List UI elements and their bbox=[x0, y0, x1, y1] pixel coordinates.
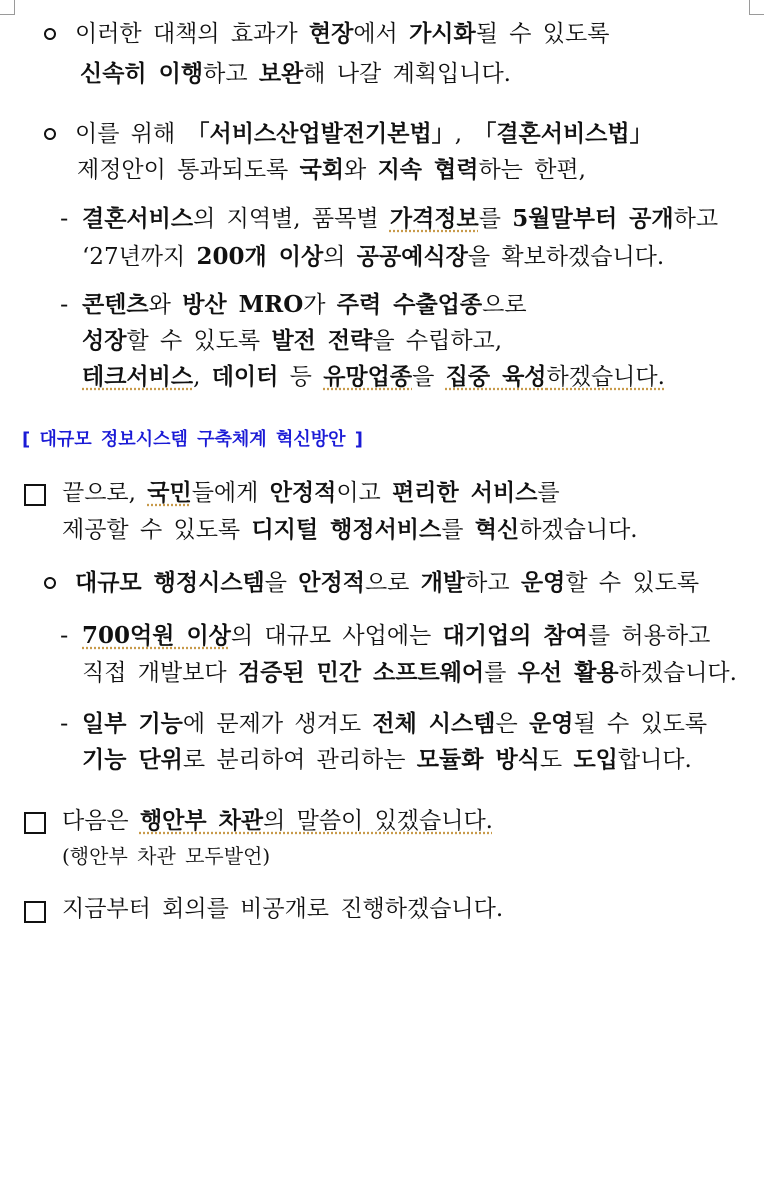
paragraph-line bbox=[62, 893, 503, 925]
text-run: 국회 bbox=[299, 156, 345, 183]
text-run: 으로 bbox=[482, 292, 527, 318]
text-run: 대기업의 참여 bbox=[442, 622, 588, 649]
text-run: 하겠습니다. bbox=[519, 517, 638, 543]
text-run: 해 나갈 계획입니다. bbox=[303, 61, 511, 87]
text-run: 지속 협력 bbox=[377, 156, 479, 183]
text-run: 테크서비스 bbox=[82, 363, 194, 390]
text-run: 의 bbox=[323, 244, 357, 270]
text-run: 디지털 행정서비스 bbox=[251, 516, 442, 543]
text-run: 대규모 행정시스템 bbox=[75, 569, 265, 596]
text-run: 안정적 bbox=[269, 479, 337, 506]
circle-bullet bbox=[44, 577, 56, 589]
dash-bullet: - bbox=[60, 292, 69, 318]
paragraph-line bbox=[82, 620, 710, 652]
text-run: 집중 육성 bbox=[445, 363, 547, 390]
text-run: 결혼서비스 bbox=[82, 205, 194, 232]
text-run: 「서비스산업발전기본법」 bbox=[186, 120, 455, 147]
text-run: 가격정보 bbox=[389, 205, 479, 232]
text-run: 우선 활용 bbox=[517, 659, 619, 686]
text-run: 와 bbox=[344, 157, 378, 183]
text-run: 할 수 있도록 bbox=[126, 328, 272, 354]
text-run: 행안부 차관 bbox=[139, 807, 264, 834]
text-run: 성장 bbox=[82, 327, 127, 354]
paragraph-line bbox=[62, 805, 493, 837]
text-run: 의 말씀이 있겠습니다. bbox=[263, 808, 493, 834]
paragraph-line bbox=[62, 514, 638, 546]
text-run: 하겠습니다. bbox=[618, 660, 737, 686]
box-bullet bbox=[24, 812, 46, 834]
text-run: 5월말부터 공개 bbox=[512, 205, 674, 232]
text-run: 끝으로, bbox=[62, 480, 148, 506]
paragraph-line bbox=[82, 203, 718, 235]
text-run: 공공예식장 bbox=[356, 243, 468, 270]
paragraph-line bbox=[75, 567, 699, 599]
text-run: , bbox=[454, 121, 474, 147]
text-run: 도 bbox=[539, 747, 574, 773]
text-run: 도입 bbox=[573, 746, 618, 773]
text-run: ‘27년까지 bbox=[82, 244, 197, 270]
box-bullet bbox=[24, 484, 46, 506]
text-run: 방산 MRO bbox=[182, 291, 304, 318]
circle-bullet bbox=[44, 128, 56, 140]
text-run: , bbox=[193, 364, 212, 390]
paragraph-line bbox=[82, 325, 502, 357]
text-run: 하고 bbox=[673, 206, 719, 232]
dash-bullet: - bbox=[60, 206, 69, 232]
text-run: 가시화 bbox=[409, 20, 476, 47]
text-run: 제정안이 통과되도록 bbox=[77, 157, 300, 183]
text-run: 로 분리하여 관리하는 bbox=[182, 747, 417, 773]
text-run: 안정적 bbox=[298, 569, 365, 596]
paragraph-line bbox=[62, 477, 560, 509]
circle-bullet bbox=[44, 28, 56, 40]
text-run: 를 허용하고 bbox=[587, 623, 711, 649]
text-run: 을 수립하고, bbox=[372, 328, 503, 354]
page-corner-mark-left bbox=[0, 0, 15, 15]
text-run: 700억원 이상 bbox=[82, 622, 231, 649]
section-heading: [ 대규모 정보시스템 구축체계 혁신방안 ] bbox=[22, 429, 363, 450]
text-run: 데이터 bbox=[211, 363, 279, 390]
speaker-note: (행안부 차관 모두발언) bbox=[62, 844, 271, 868]
text-run: 으로 bbox=[364, 570, 421, 596]
text-run: 에서 bbox=[353, 21, 410, 47]
text-run: 국민 bbox=[147, 479, 192, 506]
text-run: 하는 한편, bbox=[478, 157, 586, 183]
text-run: 할 수 있도록 bbox=[565, 570, 700, 596]
paragraph-line bbox=[75, 118, 653, 150]
text-run: 이를 위해 bbox=[75, 121, 187, 147]
text-run: 유망업종 bbox=[323, 363, 413, 390]
text-run: 이고 bbox=[336, 480, 393, 506]
text-run: 콘텐츠 bbox=[82, 291, 149, 318]
text-run: 합니다. bbox=[617, 747, 692, 773]
text-run: 의 대규모 사업에는 bbox=[230, 623, 443, 649]
text-run: 다음은 bbox=[62, 808, 140, 834]
text-run: 「결혼서비스법」 bbox=[473, 120, 653, 147]
paragraph-line bbox=[82, 744, 692, 776]
text-run: 을 bbox=[412, 364, 446, 390]
text-run: 하겠습니다. bbox=[546, 364, 665, 390]
text-run: 제공할 수 있도록 bbox=[62, 517, 252, 543]
dash-bullet: - bbox=[60, 711, 69, 737]
text-run: 편리한 서비스 bbox=[392, 479, 538, 506]
text-run: 검증된 민간 소프트웨어 bbox=[237, 659, 485, 686]
text-run: 지금부터 회의를 비공개로 진행하겠습니다. bbox=[62, 896, 504, 922]
paragraph-line bbox=[82, 657, 737, 689]
text-run: 일부 기능 bbox=[82, 710, 183, 737]
text-run: 이러한 대책의 효과가 bbox=[75, 21, 309, 47]
paragraph-line bbox=[80, 58, 511, 90]
text-run: 주력 수출업종 bbox=[336, 291, 483, 318]
paragraph-line bbox=[82, 708, 707, 740]
text-run: 혁신 bbox=[474, 516, 520, 543]
text-run: 하고 bbox=[203, 61, 259, 87]
text-run: 를 bbox=[441, 517, 475, 543]
text-run: 은 bbox=[495, 711, 529, 737]
text-run: 을 bbox=[264, 570, 299, 596]
text-run: 현장 bbox=[308, 20, 354, 47]
paragraph-line bbox=[82, 289, 527, 321]
paragraph-line bbox=[77, 154, 586, 186]
text-run: 직접 개발보다 bbox=[82, 660, 238, 686]
text-run: 발전 전략 bbox=[271, 327, 373, 354]
text-run: 신속히 이행 bbox=[80, 60, 204, 87]
text-run: 가 bbox=[303, 292, 337, 318]
text-run: 를 bbox=[484, 660, 518, 686]
text-run: 운영 bbox=[529, 710, 574, 737]
text-run: 보완 bbox=[258, 60, 304, 87]
text-run: 에 문제가 생겨도 bbox=[182, 711, 373, 737]
text-run: 개발 bbox=[420, 569, 466, 596]
paragraph-line bbox=[75, 18, 609, 50]
paragraph-line bbox=[82, 241, 664, 273]
text-run: 전체 시스템 bbox=[372, 710, 496, 737]
text-run: 될 수 있도록 bbox=[475, 21, 610, 47]
text-run: 를 bbox=[478, 206, 513, 232]
text-run: 운영 bbox=[520, 569, 566, 596]
text-run: 기능 단위 bbox=[82, 746, 183, 773]
page-corner-mark-right bbox=[749, 0, 764, 15]
text-run: 모듈화 방식 bbox=[416, 746, 540, 773]
text-run: 를 bbox=[537, 480, 560, 506]
text-run: 들에게 bbox=[191, 480, 270, 506]
text-run: 200개 이상 bbox=[196, 243, 324, 270]
text-run: 의 지역별, 품목별 bbox=[193, 206, 390, 232]
text-run: 와 bbox=[148, 292, 183, 318]
text-run: 될 수 있도록 bbox=[573, 711, 708, 737]
text-run: 하고 bbox=[465, 570, 521, 596]
text-run: 등 bbox=[278, 364, 324, 390]
paragraph-line bbox=[82, 361, 665, 393]
dash-bullet: - bbox=[60, 623, 69, 649]
box-bullet bbox=[24, 901, 46, 923]
text-run: 을 확보하겠습니다. bbox=[467, 244, 665, 270]
